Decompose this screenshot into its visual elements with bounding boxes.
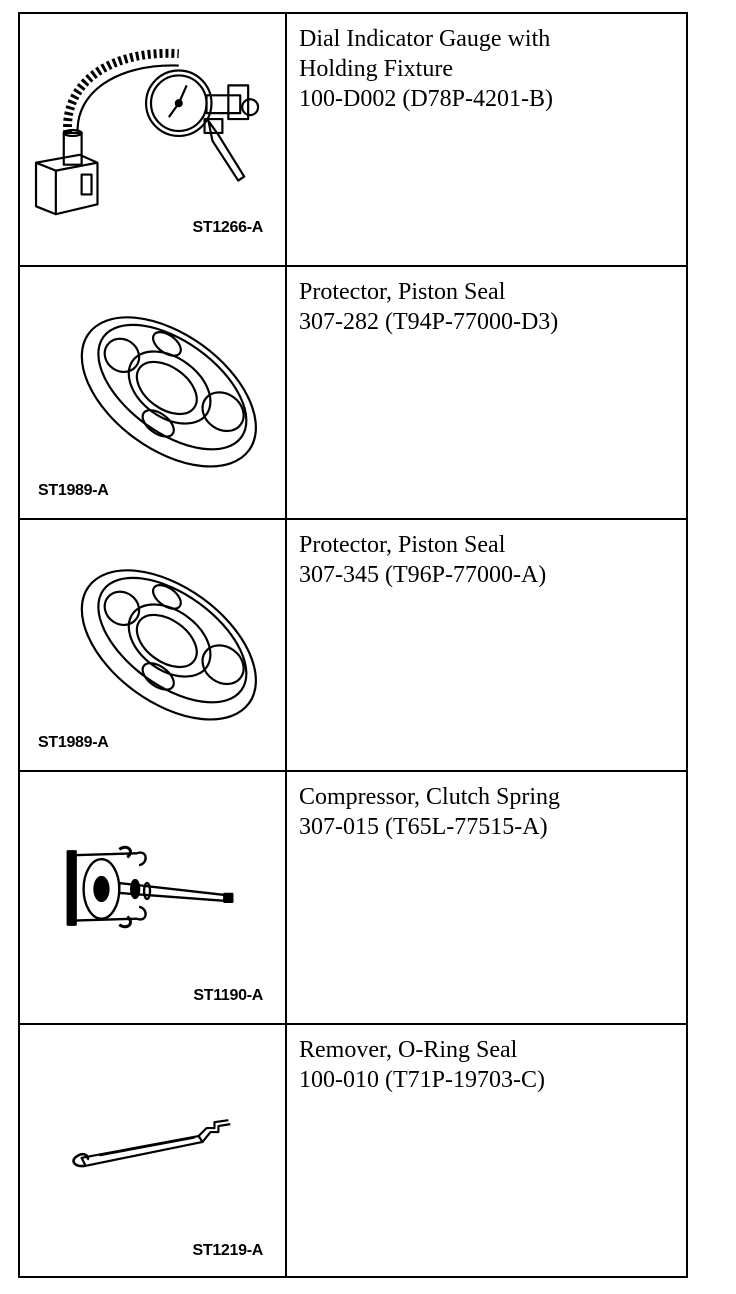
tool-name-line: Remover, O-Ring Seal bbox=[299, 1037, 518, 1064]
tool-description bbox=[287, 1025, 686, 1276]
illustration-code: ST1989-A bbox=[38, 481, 109, 499]
tool-row bbox=[20, 14, 686, 265]
tool-description bbox=[287, 520, 686, 771]
tool-number-line: 100-D002 (D78P-4201-B) bbox=[299, 86, 553, 112]
tool-row bbox=[20, 770, 686, 1023]
tool-row bbox=[20, 1023, 686, 1276]
illustration-code: ST1219-A bbox=[192, 1241, 263, 1259]
tool-description bbox=[287, 772, 686, 1023]
special-tools-table bbox=[18, 12, 688, 1278]
tool-number-line: 307-282 (T94P-77000-D3) bbox=[299, 308, 559, 335]
illustration-code: ST1989-A bbox=[38, 734, 109, 752]
tool-number-line: 100-010 (T71P-19703-C) bbox=[299, 1067, 545, 1094]
piston-seal-protector-icon bbox=[20, 267, 285, 518]
piston-seal-protector-icon bbox=[20, 520, 285, 771]
tool-name-line: Dial Indicator Gauge with bbox=[299, 26, 551, 52]
tool-illustration-cell bbox=[20, 772, 287, 1023]
tool-description bbox=[287, 14, 686, 265]
clutch-spring-compressor-icon bbox=[20, 772, 285, 1023]
tool-number-line: 307-015 (T65L-77515-A) bbox=[299, 814, 548, 841]
tool-illustration-cell bbox=[20, 14, 287, 265]
tool-row bbox=[20, 518, 686, 771]
illustration-code: ST1266-A bbox=[192, 218, 263, 236]
o-ring-remover-icon bbox=[20, 1025, 285, 1276]
tool-name-line: Protector, Piston Seal bbox=[299, 531, 506, 558]
tool-row bbox=[20, 265, 686, 518]
tool-illustration-cell bbox=[20, 267, 287, 518]
tool-illustration-cell bbox=[20, 520, 287, 771]
tool-name-line: Compressor, Clutch Spring bbox=[299, 784, 561, 811]
tool-name-line: Protector, Piston Seal bbox=[299, 278, 506, 305]
tool-description bbox=[287, 267, 686, 518]
illustration-code: ST1190-A bbox=[193, 987, 263, 1005]
tool-number-line: 307-345 (T96P-77000-A) bbox=[299, 561, 547, 588]
tool-name-line: Holding Fixture bbox=[299, 56, 453, 82]
tool-illustration-cell bbox=[20, 1025, 287, 1276]
